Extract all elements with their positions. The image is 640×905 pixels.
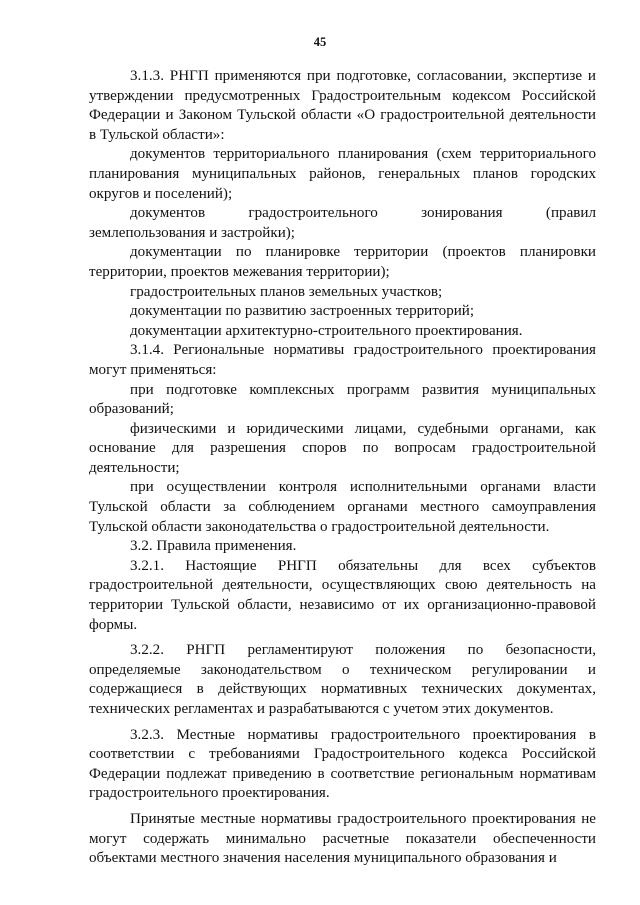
paragraph-3-1-4: 3.1.4. Региональные нормативы градостроительного проектирования могут применяться: [89,342,596,378]
list-item-complex-programs: при подготовке комплексных программ развития муниципальных образований; [89,381,596,418]
list-item-legal-entities: физическими и юридическими лицами, судебными органами, как основание для разрешения споров по вопросам градостроительной деятельности; [89,420,596,476]
section-3-2-heading: 3.2. Правила применения. [130,538,297,555]
paragraph-3-2-1: 3.2.1. Настоящие РНГП обязательны для всех субъектов градостроительной деятельности, осуществляющих свою деятельность на территории Тульской области, независимо от их организационно-правовой формы. [89,557,596,633]
paragraph-3-1-3: 3.1.3. РНГП применяются при подготовке, согласовании, экспертизе и утверждении предусмотренных Градостроительным кодексом Российской Федерации и Законом Тульской области «О градостроительной деятельности в Тульской области»: [89,68,596,143]
body-text [89,67,596,869]
list-item-territory-layout: документации по планировке территории (проектов планировки территории, проектов межевания территории); [89,244,596,280]
list-item-land-plot-plans: градостроительных планов земельных участков; [130,283,443,300]
list-item-control: при осуществлении контроля исполнительными органами власти Тульской области за соблюдением органами местного самоуправления Тульской области законодательства о градостроительной деятельности. [89,479,596,535]
list-item-architectural-design: документации архитектурно-строительного проектирования. [130,322,523,339]
paragraph-3-2-3: 3.2.3. Местные нормативы градостроительного проектирования в соответствии с требованиями Градостроительного кодекса Российской Федерации подлежат приведению в соответствие региональным нормативам градостроительного проектирования. [89,726,596,802]
list-item-territorial-planning: документов территориального планирования (схем территориального планирования муниципальных районов, генеральных планов городских округов и поселений); [89,146,596,202]
paragraph-local-standards: Принятые местные нормативы градостроительного проектирования не могут содержать минимально расчетные показатели обеспеченности объектами местного значения населения муниципального образования и [89,810,596,867]
page-number: 45 [313,35,327,49]
paragraph-3-2-2: 3.2.2. РНГП регламентируют положения по безопасности, определяемые законодательством о техническом регулировании и содержащиеся в действующих нормативных технических документах, технических регламентах и разрабатываются с учетом этих документов. [89,642,596,717]
list-item-built-up-development: документации по развитию застроенных территорий; [130,303,475,320]
list-item-zoning: документов градостроительного зонирования (правил землепользования и застройки); [89,205,596,241]
